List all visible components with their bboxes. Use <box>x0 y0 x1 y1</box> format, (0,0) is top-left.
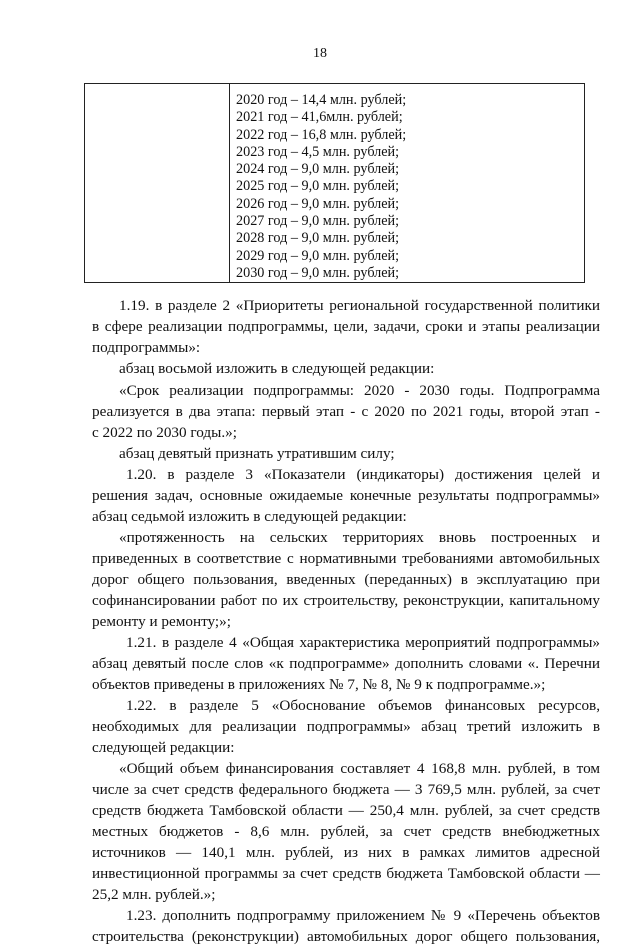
funding-schedule-table <box>84 83 585 283</box>
body-line: приведенных в соответствие с нормативными требованиями автомобильных <box>92 550 600 567</box>
body-line: средств бюджета Тамбовской области — 250,4 млн. рублей, за счет средств <box>92 802 600 819</box>
schedule-line-2029: 2029 год – 9,0 млн. рублей; <box>236 247 400 264</box>
body-line: абзац седьмой изложить в следующей редакции: <box>92 508 407 525</box>
schedule-line-2021: 2021 год – 41,6млн. рублей; <box>236 109 403 126</box>
body-line: с 2022 по 2030 годы.»; <box>92 424 237 441</box>
body-line: реализуется в два этапа: первый этап - с 2020 по 2021 годы, второй этап - <box>92 403 600 420</box>
schedule-line-2028: 2028 год – 9,0 млн. рублей; <box>236 230 400 247</box>
body-line: абзац девятый после слов «к подпрограмме» дополнить словами «. Перечни <box>92 655 600 672</box>
schedule-line-2022: 2022 год – 16,8 млн. рублей; <box>236 126 407 143</box>
body-line: 1.22. в разделе 5 «Обоснование объемов финансовых ресурсов, <box>126 697 600 714</box>
schedule-line-2025: 2025 год – 9,0 млн. рублей; <box>236 178 400 195</box>
body-line: решения задач, основные ожидаемые конечные результаты подпрограммы» <box>92 487 600 504</box>
body-line: «протяженность на сельских территориях вновь построенных и <box>119 529 600 546</box>
schedule-line-2023: 2023 год – 4,5 млн. рублей; <box>236 143 400 160</box>
body-line: необходимых для реализации подпрограммы» абзац третий изложить в <box>92 718 600 735</box>
schedule-line-2024: 2024 год – 9,0 млн. рублей; <box>236 161 400 178</box>
body-line: 1.21. в разделе 4 «Общая характеристика мероприятий подпрограммы» <box>126 634 600 651</box>
body-line: ремонту и ремонту;»; <box>92 613 231 630</box>
body-line: объектов приведены в приложениях № 7, № 8, № 9 к подпрограмме.»; <box>92 676 546 693</box>
body-line: источников — 140,1 млн. рублей, из них в рамках лимитов адресной <box>92 844 600 861</box>
body-line: «Срок реализации подпрограммы: 2020 - 2030 годы. Подпрограмма <box>119 382 600 399</box>
body-line: 25,2 млн. рублей.»; <box>92 886 216 903</box>
body-line: 1.20. в разделе 3 «Показатели (индикаторы) достижения целей и <box>126 466 600 483</box>
body-line: подпрограммы»: <box>92 339 201 356</box>
schedule-line-2027: 2027 год – 9,0 млн. рублей; <box>236 213 400 230</box>
table-column-divider <box>229 84 230 282</box>
body-line: «Общий объем финансирования составляет 4 168,8 млн. рублей, в том <box>119 760 600 777</box>
body-line: строительства (реконструкции) автомобильных дорог общего пользования, <box>92 928 600 945</box>
funding-schedule-list <box>236 92 406 282</box>
page-number: 18 <box>313 46 327 61</box>
schedule-line-2020: 2020 год – 14,4 млн. рублей; <box>236 92 407 108</box>
body-line: местных бюджетов - 8,6 млн. рублей, за счет средств внебюджетных <box>92 823 600 840</box>
body-line: инвестиционной программы за счет средств бюджета Тамбовской области — <box>92 865 600 882</box>
body-line: абзац восьмой изложить в следующей редакции: <box>119 360 435 377</box>
body-line: 1.19. в разделе 2 «Приоритеты региональной государственной политики <box>119 297 600 314</box>
body-line: абзац девятый признать утратившим силу; <box>119 445 395 462</box>
body-line: в сфере реализации подпрограммы, цели, задачи, сроки и этапы реализации <box>92 318 600 335</box>
body-line: софинансировании работ по их строительству, реконструкции, капитальному <box>92 592 600 609</box>
body-line: следующей редакции: <box>92 739 235 756</box>
body-line: 1.23. дополнить подпрограмму приложением № 9 «Перечень объектов <box>126 907 600 924</box>
schedule-line-2026: 2026 год – 9,0 млн. рублей; <box>236 195 400 212</box>
body-line: числе за счет средств федерального бюджета — 3 769,5 млн. рублей, за счет <box>92 781 600 798</box>
schedule-line-2030: 2030 год – 9,0 млн. рублей; <box>236 264 400 281</box>
body-line: дорог общего пользования, введенных (переданных) в эксплуатацию при <box>92 571 600 588</box>
